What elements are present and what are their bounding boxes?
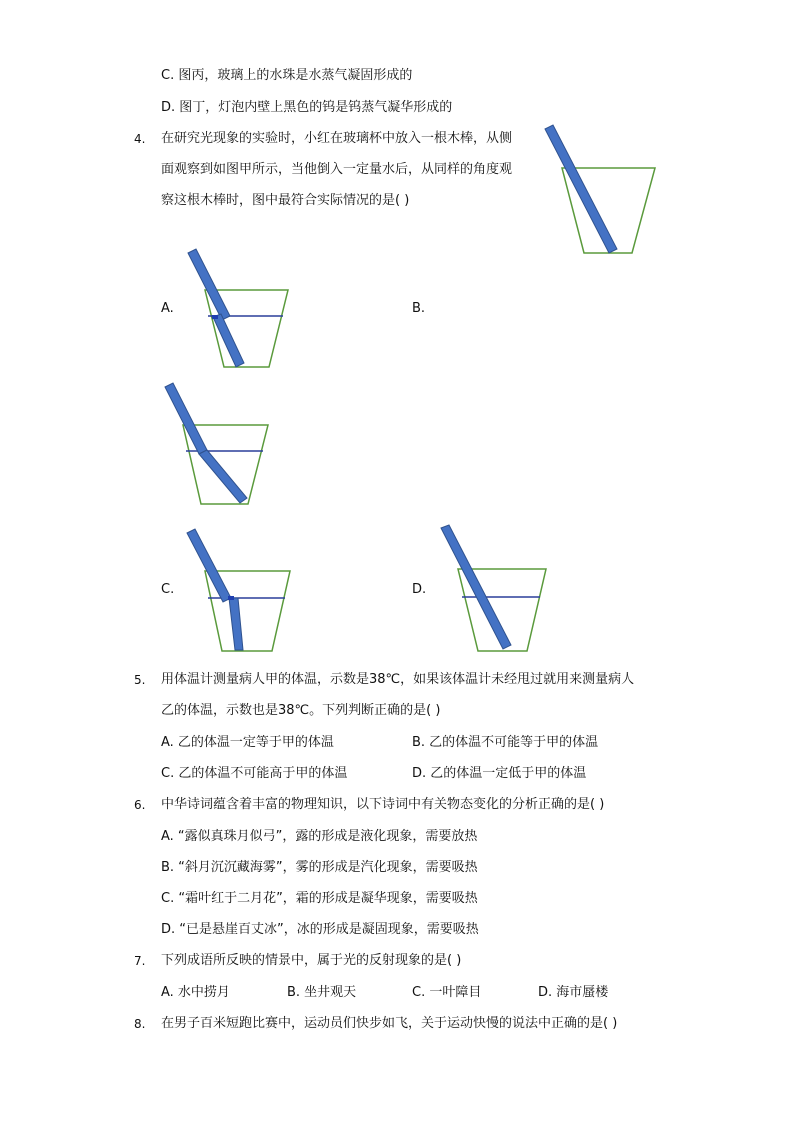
q4-option-a-figure (185, 248, 295, 373)
q4-option-c-figure (185, 528, 295, 656)
q5-option-c: C. 乙的体温不可能高于甲的体温 (161, 766, 348, 781)
q5-number: 5. (134, 673, 146, 687)
q6-option-b: B. “斜月沉沉藏海雾”，雾的形成是汽化现象，需要吸热 (161, 860, 478, 875)
q4-option-a-label: A. (161, 301, 174, 316)
q5-option-a: A. 乙的体温一定等于甲的体温 (161, 735, 334, 750)
q4-option-b-figure (162, 382, 274, 510)
rod-lower (199, 450, 247, 503)
q7-option-a: A. 水中捞月 (161, 985, 230, 1000)
q4-stem-line-2: 面观察到如图甲所示，当他倒入一定量水后，从同样的角度观 (161, 162, 513, 177)
rod-surface-mark (228, 596, 234, 600)
q6-stem: 中华诗词蕴含着丰富的物理知识，以下诗词中有关物态变化的分析正确的是( ) (161, 797, 605, 812)
q7-option-d: D. 海市蜃楼 (538, 985, 609, 1000)
q6-option-d: D. “已是悬崖百丈冰”，冰的形成是凝固现象，需要吸热 (161, 922, 479, 937)
q5-option-b: B. 乙的体温不可能等于甲的体温 (412, 735, 599, 750)
rod (441, 525, 511, 649)
q7-number: 7. (134, 954, 146, 968)
rod-surface-mark (212, 315, 218, 319)
q4-number: 4. (134, 132, 146, 146)
rod-upper (165, 383, 207, 454)
rod-upper (188, 249, 230, 320)
q4-option-d-figure (438, 524, 553, 656)
q4-option-c-label: C. (161, 582, 175, 597)
q7-option-b: B. 坐井观天 (287, 985, 357, 1000)
q5-stem-line-1: 用体温计测量病人甲的体温，示数是38℃，如果该体温计未经甩过就用来测量病人 (161, 672, 635, 687)
figure-jia-empty-cup (540, 120, 665, 260)
q4-option-d-label: D. (412, 582, 427, 597)
q5-stem-line-2: 乙的体温，示数也是38℃。下列判断正确的是( ) (161, 703, 441, 718)
q8-stem: 在男子百米短跑比赛中，运动员们快步如飞，关于运动快慢的说法中正确的是( ) (161, 1016, 618, 1031)
q8-number: 8. (134, 1017, 146, 1031)
rod (545, 125, 617, 253)
q6-option-a: A. “露似真珠月似弓”，露的形成是液化现象，需要放热 (161, 829, 478, 844)
q7-option-c: C. 一叶障目 (412, 985, 482, 1000)
q3-option-d: D. 图丁，灯泡内壁上黑色的钨是钨蒸气凝华形成的 (161, 100, 453, 115)
q3-option-c: C. 图丙，玻璃上的水珠是水蒸气凝固形成的 (161, 68, 413, 83)
q6-option-c: C. “霜叶红于二月花”，霜的形成是凝华现象，需要吸热 (161, 891, 478, 906)
q7-stem: 下列成语所反映的情景中，属于光的反射现象的是( ) (161, 953, 462, 968)
q4-stem-line-1: 在研究光现象的实验时，小红在玻璃杯中放入一根木棒，从侧 (161, 131, 513, 146)
q4-option-b-label: B. (412, 301, 426, 316)
rod-lower (229, 598, 243, 650)
q5-option-d: D. 乙的体温一定低于甲的体温 (412, 766, 587, 781)
q6-number: 6. (134, 798, 146, 812)
q4-stem-line-3: 察这根木棒时，图中最符合实际情况的是( ) (161, 193, 410, 208)
